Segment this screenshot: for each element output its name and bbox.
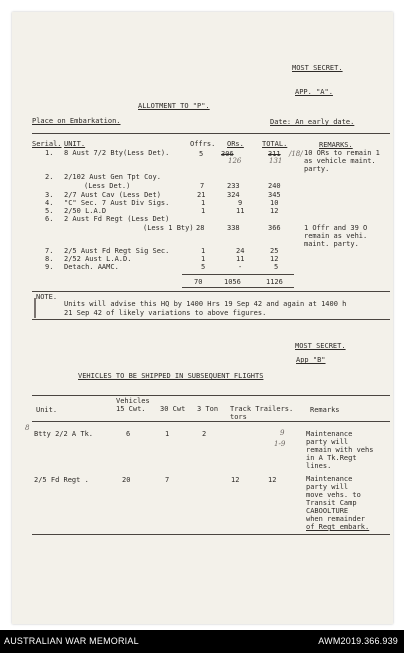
vehicles-row2-remarks-3: move vehs. to (306, 491, 361, 499)
remarks1-line3: party. (304, 165, 330, 173)
row1-total-handwritten: 131 (269, 157, 283, 165)
row7-unit: 2/5 Aust Fd Regt Sig Sec. (64, 247, 170, 255)
row2b-ors: 233 (227, 182, 240, 190)
vehicles-row2-remarks-6: when remainder (306, 515, 366, 523)
vehicles-appendix: App "B" (296, 356, 326, 364)
row2-serial: 2. (45, 173, 54, 181)
vehicles-row1-15cwt: 6 (126, 430, 131, 438)
row7-serial: 7. (45, 247, 54, 255)
vehicles-handwritten-1-9: 1-9 (274, 440, 286, 448)
row3-ors: 324 (227, 191, 240, 199)
col-serial: Serial. (32, 140, 62, 148)
total-offrs: 70 (194, 278, 203, 286)
row4-total: 10 (270, 199, 279, 207)
row9-serial: 9. (45, 263, 54, 271)
row1-ors-handwritten: 126 (228, 157, 242, 165)
vehicles-row1-remarks-3: remain with vehs (306, 446, 374, 454)
vehicles-header-rule-bottom (32, 421, 390, 422)
vehicles-col-remarks: Remarks (310, 406, 340, 414)
totals-rule-bottom (182, 287, 294, 288)
row9-offrs: 5 (201, 263, 206, 271)
vehicles-row2-remarks-1: Maintenance (306, 475, 353, 483)
vehicles-row2-track: 12 (231, 476, 240, 484)
row8-total: 12 (270, 255, 279, 263)
row6-unit: 2 Aust Fd Regt (Less Det) (64, 215, 170, 223)
document-page (12, 12, 393, 624)
note-line1: Units will advise this HQ by 1400 Hrs 19 Sep 42 and again at 1400 h (64, 300, 347, 308)
row5-serial: 5. (45, 207, 54, 215)
row2b-offrs: 7 (200, 182, 205, 190)
vehicles-row2-remarks-7: of Regt embark. (306, 523, 370, 531)
row2-unit: 2/102 Aust Gen Tpt Coy. (64, 173, 161, 181)
row5-offrs: 1 (201, 207, 206, 215)
footer-institution: AUSTRALIAN WAR MEMORIAL (4, 636, 139, 646)
row1-total: 311 (268, 150, 281, 158)
row5-ors: 11 (236, 207, 245, 215)
remarks1-line1: 10 ORs to remain 1 (304, 149, 380, 157)
note-label: NOTE. (36, 293, 58, 301)
vehicles-header-rule-top (32, 395, 390, 396)
vehicles-row1-remarks-1: Maintenance (306, 430, 353, 438)
row7-ors: 24 (236, 247, 245, 255)
row4-ors: 9 (238, 199, 243, 207)
allotment-title: ALLOTMENT TO "P". (138, 102, 210, 110)
embarkation-date: Date: An early date. (270, 118, 355, 126)
note-rule-bottom (32, 319, 390, 320)
remarks6-line3: maint. party. (304, 240, 359, 248)
vehicles-row1-30cwt: 1 (165, 430, 170, 438)
row9-ors: - (238, 263, 243, 271)
row7-total: 25 (270, 247, 279, 255)
row6b-offrs: 28 (196, 224, 205, 232)
row3-total: 345 (268, 191, 281, 199)
vehicles-col-group: Vehicles (116, 397, 150, 405)
row4-unit: "C" Sec. 7 Aust Div Sigs. (64, 199, 170, 207)
row9-unit: Detach. AAMC. (64, 263, 119, 271)
note-rule-top (32, 291, 390, 292)
vehicles-row1-3ton: 2 (202, 430, 207, 438)
row5-total: 12 (270, 207, 279, 215)
remarks6-line1: 1 Offr and 39 O (304, 224, 368, 232)
col-remarks: REMARKS. (319, 141, 353, 149)
totals-rule-top (182, 274, 294, 275)
row1-unit: 8 Aust 7/2 Bty(Less Det). (64, 149, 170, 157)
total-all: 1126 (266, 278, 283, 286)
row3-serial: 3. (45, 191, 54, 199)
row4-offrs: 1 (201, 199, 206, 207)
remarks1-line2: as vehicle maint. (304, 157, 376, 165)
row3-offrs: 21 (197, 191, 206, 199)
vehicles-col-3ton: 3 Ton (197, 405, 219, 413)
vehicles-col-30cwt: 30 Cwt (160, 405, 186, 413)
vehicles-row2-15cwt: 20 (122, 476, 131, 484)
row1-ors: 306 (221, 150, 234, 158)
vehicles-row2-trailers: 12 (268, 476, 277, 484)
row6-serial: 6. (45, 215, 54, 223)
remarks6-line2: remain as vehi. (304, 232, 368, 240)
vehicles-col-tors: tors (230, 413, 247, 421)
vehicles-classification: MOST SECRET. (295, 342, 346, 350)
footer-accession-number: AWM2019.366.939 (318, 636, 398, 646)
appendix-label: APP. "A". (295, 88, 333, 96)
vehicles-row2-30cwt: 7 (165, 476, 170, 484)
col-offrs: Offrs. (190, 140, 216, 148)
col-total: TOTAL. (262, 140, 288, 148)
row8-offrs: 1 (201, 255, 206, 263)
vehicles-row1-remarks-4: in A Tk.Regt (306, 454, 357, 462)
row8-unit: 2/52 Aust L.A.D. (64, 255, 132, 263)
row8-serial: 8. (45, 255, 54, 263)
col-ors: ORs. (227, 140, 244, 148)
col-unit: UNIT. (64, 140, 86, 148)
vehicles-row2-remarks-2: party will (306, 483, 349, 491)
vehicles-title: VEHICLES TO BE SHIPPED IN SUBSEQUENT FLIGHTS (78, 372, 264, 380)
note-line2: 21 Sep 42 of likely variations to above figures. (64, 309, 267, 317)
row7-offrs: 1 (201, 247, 206, 255)
row2b-total: 240 (268, 182, 281, 190)
embarkation-place: Place on Embarkation. (32, 117, 121, 125)
row6b-total: 366 (268, 224, 281, 232)
header-rule (32, 133, 390, 134)
row6b-unit: (Less 1 Bty) (143, 224, 194, 232)
row1-offrs: 5 (199, 150, 204, 158)
archive-footer (0, 630, 404, 653)
vehicles-row1-remarks-2: party will (306, 438, 349, 446)
row2b-unit: (Less Det.) (84, 182, 131, 190)
row6b-ors: 338 (227, 224, 240, 232)
row5-unit: 2/50 L.A.D (64, 207, 107, 215)
row1-serial: 1. (45, 149, 54, 157)
vehicles-row1-remarks-5: lines. (306, 462, 332, 470)
vehicles-col-15cwt: 15 Cwt. (116, 405, 146, 413)
vehicles-bottom-rule (32, 534, 390, 535)
total-ors: 1056 (224, 278, 241, 286)
row9-total: 5 (274, 263, 279, 271)
vehicles-handwritten-9: 9 (280, 429, 285, 437)
classification-header: MOST SECRET. (292, 64, 343, 72)
vehicles-row1-unit: Btty 2/2 A Tk. (34, 430, 94, 438)
vehicles-row2-remarks-5: CABOOLTURE (306, 507, 349, 515)
row8-ors: 11 (236, 255, 245, 263)
vehicles-col-track-trailers: Track Trailers. (230, 405, 294, 413)
row3-unit: 2/7 Aust Cav (Less Det) (64, 191, 161, 199)
note-margin-mark (34, 298, 36, 318)
vehicles-row2-remarks-4: Transit Camp (306, 499, 357, 507)
row4-serial: 4. (45, 199, 54, 207)
vehicles-row1-handwritten-mark: 8 (25, 424, 30, 432)
vehicles-col-unit: Unit. (36, 406, 58, 414)
row1-handwritten-prefix: /18/ (289, 150, 303, 158)
vehicles-row2-unit: 2/5 Fd Regt . (34, 476, 89, 484)
